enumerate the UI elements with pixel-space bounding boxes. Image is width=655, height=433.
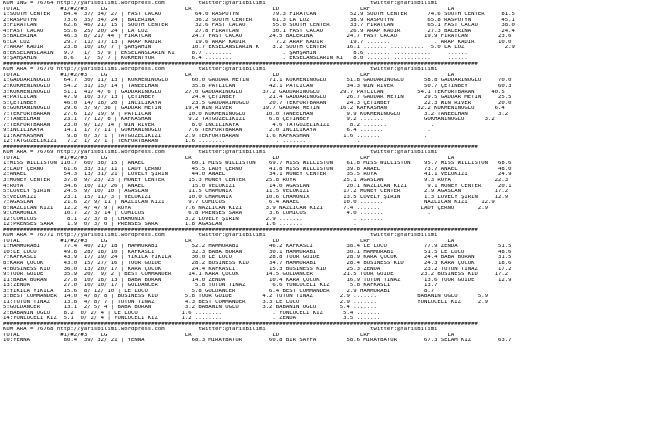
report-line: 3:YIKILA YIKILA 15.6 8/ 12/ 10 | LE LUCO 5.8 GOLDANCER 6.4 BEST COMMANDER 2.9 HAMMURABI 8.7 — [3, 288, 435, 294]
report-line: 7:KAFKASLI 43.9 17/ 19/ 24 | YIKILA YIKILA 30.0 LE LUCO 28.8 TOUR GUIDE 28.9 KARA ÇOCUK 24.4 BABA BORAN 31.5 — [3, 255, 512, 261]
report-line: KUM ARA = 76770 http://yarisbilimi.wordpress.com twitter:@YarisBilimi twitter:@YarisBilimi — [3, 67, 438, 73]
report-line: 5:GOLDANCER 13.1 2/ 5/ 4 | BABA BORAN 3.2 BABANIN OĞLU 3.2 BABANIN OĞLU 5.4 ....... — [3, 305, 377, 311]
report-line: 1:MISS WILLISTON 110.7 60/ 38/ 15 | ANAEL 60.1 MISS WILLISTON 69.7 MISS WILLISTON 61.8 MISS WILLISTON 95.7 MISS WILLISTON 68.6 — [3, 161, 512, 167]
report-line: 9:TOUR GUIDE 35.9 20/ 9/ 2 | BEST COMMANDER 14.1 KARA ÇOCUK 14.5 GOLDANCER 21.5 TOUR GUIDE 23.2 BUSINESS KID 17.2 — [3, 272, 509, 278]
report-line: 10:YENNA 80.4 39/ 32/ 21 | YENNA 68.3 MIRAYBATUR 60.8 BIR SAYFA 58.6 MIRAYBATUR 67.3 SELAM KIZ 63.7 — [3, 338, 512, 344]
handicap-report — [3, 1, 653, 432]
report-line: 5:BALERINA 46.3 8/ 21/ 44 | FIRATCAN 24.7 FAST CACAO 24.5 BALERINA 24.7 FAST CACAO 19.9 FIRATCAN 23.6 — [3, 34, 512, 40]
report-line: 4:ROYA 34.6 10/ 11/ 26 | ANAEL 15.0 VELOKIZI 14.0 AĞASLAN 20.1 NAZLICAN KIZI 9.1 MONEY CENTER 20.1 — [3, 183, 512, 189]
report-line: 12:PRENSES SARA 1.9 0/ 3/ 0 | PRENSES SARA 1.8 AĞASLAN 1.6 ....... . — [3, 222, 357, 228]
report-line: 2:KÖKMENINOĞLU 54.2 31/ 15/ 14 | TANEELHAN 35.8 PATLICAN 42.1 PATLICAN 34.3 WIN RIVER 50.7 ÇETINBEY 60.3 — [3, 83, 512, 89]
section-divider: ############################################################################################################################################# — [3, 321, 478, 327]
report-line: 3:MONEY CENTER 37.8 9/ 23/ 23 | MONEY CENTER 15.3 MONEY CENTER 25.8 ROYA 25.1 AĞASLAN 9.3 ROYA 22.3 — [3, 178, 509, 183]
report-line: 5:VELOKIZI 23.1 15/ 11/ 3 | VELOKIZI 10.0 CHAMONIX 10.6 CHAMONIX 13.5 LOVELY ŞIRIN 1.3 LOVELY ŞIRIN 12.9 — [3, 194, 509, 200]
report-line: TOTAL #1/#2/#3 LG LR LD LRF LA — [3, 332, 455, 338]
report-line: 6:LA LUZ 29.7 11/ 17/ 13 | ARAP KADIR 19.6 ARAP KADIR 7.2 ARAP KADIR 19.7 ....... . ARAP KADIR 10.0 — [3, 39, 512, 45]
report-line: KUM ARA = 76768 http://yarisbilimi.wordpress.com twitter:@YarisBilimi twitter:@YarisBilimi — [3, 327, 438, 333]
report-line: 14:YÜNLÜCELI KIZ 5.1 0/ 2/ 4 | YÜNLÜCELI KIZ 1.2 ........ . ZENDA 3.5 ....... — [3, 316, 381, 322]
report-line: 3:KÖKMENINOĞLU 51.1 41/ 4/ 6 | GADDARINOĞLU 27.0 GADDARINOĞLU 37.2 GADDARINOĞLU 29.7 PATLICAN 54.1 TEKFORTBARAN 40.5 — [3, 89, 505, 95]
report-line: 8:EKSELANSLARIN 9.7 1/ 5/ 9 | EKSELANSLARIN KI 8.7 ........ . ŞAHŞAHIN 8.6 ....... ........... ...... — [3, 50, 468, 56]
report-line: 2:BABANIN OĞLU 8.2 0/ 2/ 4 | LE LUCO 1.6 ........ . YÜNLÜCELI KIZ 5.4 ....... — [3, 310, 381, 316]
report-line: 4:PATLICAN 47.9 10/ 37/ 13 | ÇETINBEY 24.4 ÇETINBEY 21.4 GADDARINOĞLU 26.7 GADDAR METIN 29.5 GADDAR METIN 25.5 — [3, 95, 512, 101]
report-line: 4:BUSINESS KID 36.0 13/ 20/ 17 | KARA ÇOCUK 24.4 KAFKASLI 15.3 BUSINESS KID 25.3 ZENDA 23.2 TÜTÜN TINAZ 17.2 — [3, 266, 512, 272]
report-line: KUM ARA = 76771 http://yarisbilimi.wordpress.com twitter:@YarisBilimi twitter:@YarisBilimi — [3, 233, 438, 239]
report-line: 5:ÇETINBEY 46.0 14/ 18/ 20 | INCILIKAYA 23.5 GADDARINOĞLU 20.7 TEKFORTBARAN 24.3 ÇETINBEY 22.3 WIN RIVER 20.0 — [3, 100, 512, 106]
report-line: 12:COMICUS 8.1 2/ 3/ 8 | CHAMONIX 3.2 LOVELY ŞIRIN 2.9 ....... . ....... — [3, 216, 384, 222]
report-line: 12:TATGÜZELIKIZI 7.2 1/ 2/ 1 | TEKFORTBARAN 1.6 ........ . ....... . — [3, 139, 360, 145]
report-line: TOTAL #1/#2/#3 LG LR LD LRF LA — [3, 6, 455, 12]
report-line: 1:SOUTH CENTER 84.4 37/ 34/ 27 | FAST CACAO 64.0 RASPUTYN 79.3 FIRATCAN 52.9 SOUTH CENTER 74.6 SOUTH CENTER 81.5 — [3, 12, 515, 18]
report-line: 2:RASPUTYN 73.6 35/ 34/ 24 | BALERINA 36.2 SOUTH CENTER 61.3 LA LUZ 38.9 RASPUTYN 65.8 RASPUTYN 45.1 — [3, 17, 515, 23]
report-line: 6:GÖKHANINOĞLU 29.6 3/ 9/ 36 | GADDAR METIN 19.4 WIN RIVER 19.7 GADDAR METIN 16.2 KAFKASHAN 32.2 KÖKMENINOĞLU 6.4 — [3, 106, 505, 112]
report-line: 11:TÜTÜN TINAZ 13.8 4/ 8/ 7 | TÜTÜN TINAZ 4.3 BEST COMMANDER 3.3 LE LUCO 2.9 ....... YÜNLÜCELI KIZ 2.9 — [3, 299, 488, 305]
report-line: 7:ARAP KADIR 23.8 10/ 16/ 7 | ŞAHŞAHIN 10.7 EKSELANSLARIN K 3.2 SOUTH CENTER 16.1 ....... .......... 5.0 LA LUZ 2.9 — [3, 45, 515, 51]
report-line: TOTAL #1/#2/#3 LG LR LD LRF LA — [3, 238, 455, 244]
report-line: 7:TEKFORTBARAN 23.0 9/ 12/ 14 | WIN RIVER 8.0 INCILIKAYA 4.6 TATGÜZELIKIZI 8.2 ....... . — [3, 122, 435, 128]
report-line: 10:LE LUCO 49.8 28/ 18/ 10 | KAFKASLI 32.3 BABA BORAN 30.1 HAMMURABI 30.1 HAMMURABI 51.5 LE LUCO 48.6 — [3, 249, 512, 255]
report-line: 5:LOVELY ŞIRIN 24.5 9/ 10/ 10 | AĞASLAN 11.5 CHAMONIX 11.5 VELOKIZI 17.2 MONEY CENTER 2.9 AĞASLAN 17.2 — [3, 189, 509, 195]
report-line: 1:HAMMURABI 77.4 40/ 21/ 18 | HAMMURABI 52.2 HAMMURABI 46.2 KAFKASLI 38.4 LE LUCO 77.9 ZENDA 51.5 — [3, 244, 512, 250]
report-line: 8:NAZLICAN KIZI 12.2 4/ 4/ 9 | ROYA 7.6 NAZLICAN KIZI 3.9 NAZLICAN KIZI 7.4 ....... LADY ÇERNO 2.9 — [3, 205, 488, 211]
report-line: KUM ING = 76764 http://yarisbilimi.wordpress.com twitter:@YarisBilimi twitter:@YarisBilimi — [3, 1, 438, 6]
report-line: 9:INCILIKAYA 14.1 1/ 7/ 11 | GÖKHANINOĞLU 7.6 TEKFORTBARAN 2.0 INCILIKAYA 6.4 ....... . — [3, 128, 431, 134]
report-line: 9:ŞAHŞAHIN 8.6 1/ 5/ 7 | KOKMENTYUR 6.4 ........ . EKSELANSLARIN KI 8.0 ....... ........... ...... — [3, 56, 468, 62]
report-line: 2:LADY ÇERNO 61.6 33/ 31/ 11 | LADY ÇERNO 45.5 LADY ÇERNO 41.8 MISS WILLISTON 39.8 ANAEL 73.7 ANAEL 48.0 — [3, 166, 512, 172]
report-line: 7:TANEELHAN 23.1 7/ 12/ 8 | KAFKASHAN 9.2 TATGÜZELIKIZI 6.8 ÇETINBEY 9.2 ....... GÖKHANINOĞLU 3.2 — [3, 117, 495, 123]
report-line: 13:ZENDA 27.0 10/ 10/ 17 | GOLDANCER 5.8 TÜTÜN TINAZ 6.6 YÜNLÜCELI KIZ 5.8 KAFKASLI 13.7 — [3, 283, 438, 289]
report-line: TOTAL #1/#2/#3 LG LR LD LRF LA — [3, 72, 455, 78]
report-line: 7:AĞASLAN 21.6 2/ 9/ 11 | NAZLICAN KIZI 9.7 COMICUS 6.4 ANAEL 10.0 ....... NAZLICAN KIZI 12.9 — [3, 200, 495, 206]
section-divider: ############################################################################################################################################# — [3, 61, 478, 67]
report-line: 9:CHAMONIX 10.7 2/ 3/ 14 | COMICUS 6.8 PRENSES SARA 3.6 COMICUS 4.0 ....... . — [3, 211, 431, 217]
report-line: 4:FAST CACAO 55.6 25/ 20/ 24 | LA LUZ 27.8 FIRATCAN 30.1 FAST CACAO 26.9 ARAP KADIR 27.3 BALERINA 24.4 — [3, 28, 515, 34]
report-line: 11:KAFKASHAN 9.8 0/ 3/ 1 | TATGÜZELIKIZI 2.9 TEKFORTBARAN 1.6 KAFKASHAN 1.6 ....... . — [3, 133, 428, 139]
report-line: TOTAL #1/#2/#3 LG LR LD LRF LA — [3, 155, 455, 161]
report-line: KUM ARA = 76769 http://yarisbilimi.wordpress.com twitter:@YarisBilimi twitter:@YarisBilimi — [3, 150, 438, 156]
report-line: 3:BEST COMMANDER 14.0 4/ 8/ 8 | BUSINESS KID 5.8 TOUR GUIDE 4.2 TÜTÜN TINAZ 2.9 ....... BABANIN OĞLU 5.9 — [3, 294, 488, 300]
section-divider: ############################################################################################################################################# — [3, 144, 478, 150]
report-line: 1:GADDARINOĞLU 64.7 30/ 11/ 13 | KÖKMENINOĞLU 60.0 GADDAR METIN 71.1 KÖKMENINOĞLU 51.8 GADDARINOĞLU 58.8 GADDARINOĞLU 70.0 — [3, 78, 512, 84]
report-line: 11:BABA BORAN 27.8 10/ 18/ 13 | BABA BORAN 14.0 ZENDA 10.4 KARA ÇOCUK 16.9 TÜTÜN TINAZ 13.6 TOUR GUIDE 12.9 — [3, 277, 512, 283]
report-line: 2:ANAEL 54.3 13/ 31/ 21 | LOVELY ŞIRIN 44.0 ANAEL 34.1 MONEY CENTER 35.5 ROYA 41.1 VELOKIZI 24.9 — [3, 172, 512, 178]
report-line: 7:TEKFORTBARAN 27.6 12/ 19/ 9 | PATLICAN 10.0 KÖKMENINOĞLU 10.0 TANEELHAN 9.9 KÖKMENINOĞLU 3.2 TANEELHAN 3.2 — [3, 111, 509, 117]
report-line: 8:KARA ÇOCUK 43.0 15/ 27/ 16 | TOUR GUIDE 28.2 BUSINESS KID 34.7 HAMMURABI 28.4 BUSINESS KID 24.3 KARA ÇOCUK 18.6 — [3, 260, 512, 266]
report-line: 3:FIRATCAN 62.6 46/ 21/ 15 | SOUTH CENTER 32.6 FAST CACAO 55.0 SOUTH CENTER 33.7 FIRATCAN 65.1 FAST CACAO 38.0 — [3, 23, 515, 29]
section-divider: ############################################################################################################################################# — [3, 227, 478, 233]
